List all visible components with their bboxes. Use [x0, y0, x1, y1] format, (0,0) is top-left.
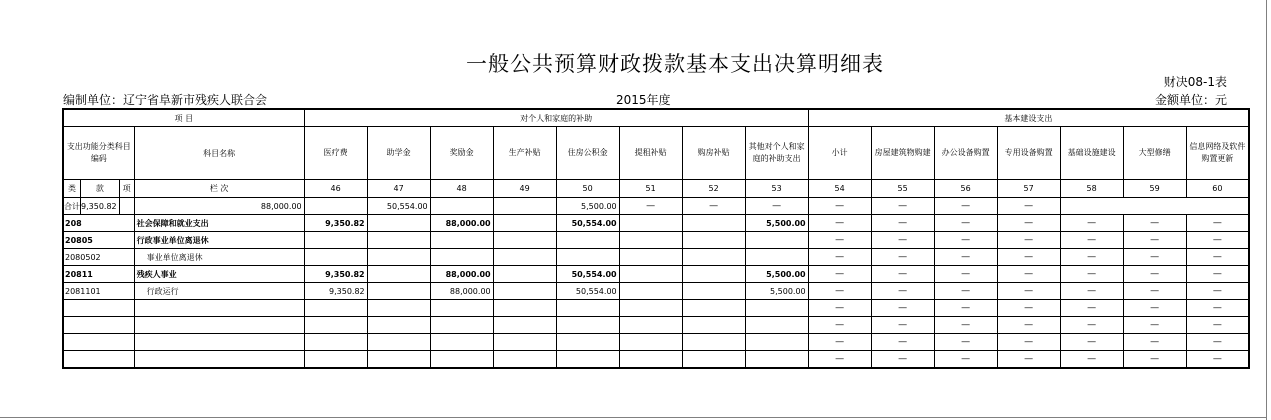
value-cell: — — [1186, 249, 1249, 266]
column-number: 49 — [493, 180, 556, 198]
column-number: 47 — [367, 180, 430, 198]
column-header: 住房公积金 — [556, 127, 619, 180]
value-cell — [556, 317, 619, 334]
value-cell: — — [682, 198, 745, 215]
value-cell: 9,350.82 — [304, 283, 367, 300]
value-cell: — — [1060, 249, 1123, 266]
value-cell: — — [997, 300, 1060, 317]
value-cell: — — [871, 215, 934, 232]
value-cell: — — [808, 334, 871, 351]
value-cell — [619, 300, 682, 317]
value-cell — [745, 249, 808, 266]
amount-unit: 金额单位：元 — [1154, 93, 1227, 107]
row-name: 行政运行 — [134, 283, 304, 300]
column-header: 专用设备购置 — [997, 127, 1060, 180]
value-cell: — — [1123, 283, 1186, 300]
column-number: 55 — [871, 180, 934, 198]
fiscal-year: 2015年度 — [616, 93, 671, 107]
value-cell: — — [1123, 232, 1186, 249]
value-cell — [493, 351, 556, 369]
value-cell — [367, 351, 430, 369]
value-cell — [745, 351, 808, 369]
column-number: 46 — [304, 180, 367, 198]
value-cell — [304, 334, 367, 351]
value-cell: 50,554.00 — [556, 283, 619, 300]
value-cell — [493, 266, 556, 283]
name-label-header: 科目名称 — [134, 127, 304, 180]
value-cell: — — [1123, 266, 1186, 283]
value-cell: — — [934, 334, 997, 351]
value-cell: — — [1186, 317, 1249, 334]
column-header: 奖励金 — [430, 127, 493, 180]
column-header: 大型修缮 — [1123, 127, 1186, 180]
value-cell — [304, 232, 367, 249]
report-title: 一般公共预算财政拨款基本支出决算明细表 — [466, 52, 884, 76]
group-header-personal-subsidy: 对个人和家庭的补助 — [304, 109, 808, 127]
value-cell: — — [997, 232, 1060, 249]
row-name: 合计 — [63, 198, 81, 215]
value-cell — [367, 249, 430, 266]
value-cell: — — [871, 232, 934, 249]
value-cell: — — [934, 215, 997, 232]
table-row — [63, 283, 1249, 300]
column-header: 医疗费 — [304, 127, 367, 180]
value-cell: 50,554.00 — [556, 266, 619, 283]
value-cell: — — [1123, 351, 1186, 369]
value-cell: — — [997, 249, 1060, 266]
value-cell — [367, 232, 430, 249]
value-cell: 9,350.82 — [81, 198, 120, 215]
table-row — [63, 249, 1249, 266]
value-cell: — — [1123, 300, 1186, 317]
value-cell — [430, 334, 493, 351]
row-code — [63, 334, 134, 351]
group-header-capital-construction: 基本建设支出 — [808, 109, 1249, 127]
value-cell: 50,554.00 — [556, 215, 619, 232]
column-header: 信息网络及软件购置更新 — [1186, 127, 1249, 180]
value-cell: — — [1186, 351, 1249, 369]
value-cell: — — [619, 198, 682, 215]
value-cell: — — [934, 249, 997, 266]
value-cell — [556, 232, 619, 249]
value-cell: — — [934, 198, 997, 215]
table-row — [63, 351, 1249, 369]
lei-header: 类 — [63, 180, 81, 198]
value-cell — [682, 266, 745, 283]
value-cell — [745, 232, 808, 249]
column-header: 提租补贴 — [619, 127, 682, 180]
value-cell: — — [997, 283, 1060, 300]
column-number: 50 — [556, 180, 619, 198]
xiang-header: 项 — [119, 180, 134, 198]
value-cell — [493, 317, 556, 334]
value-cell: — — [1060, 351, 1123, 369]
value-cell — [682, 351, 745, 369]
value-cell — [619, 283, 682, 300]
column-number: 60 — [1186, 180, 1249, 198]
value-cell — [619, 215, 682, 232]
value-cell: — — [1060, 215, 1123, 232]
value-cell: — — [808, 351, 871, 369]
value-cell: — — [1060, 266, 1123, 283]
value-cell — [430, 351, 493, 369]
row-name: 行政事业单位离退休 — [134, 232, 304, 249]
code-label-header: 支出功能分类科目编码 — [63, 127, 134, 180]
value-cell — [367, 334, 430, 351]
value-cell: — — [934, 300, 997, 317]
value-cell: 5,500.00 — [556, 198, 619, 215]
value-cell: — — [997, 351, 1060, 369]
column-number: 52 — [682, 180, 745, 198]
value-cell — [493, 283, 556, 300]
value-cell: — — [997, 198, 1060, 215]
value-cell — [367, 317, 430, 334]
value-cell: 50,554.00 — [367, 198, 430, 215]
table-row — [63, 215, 1249, 232]
table-row — [63, 300, 1249, 317]
row-code — [63, 300, 134, 317]
value-cell: — — [871, 198, 934, 215]
table-row — [63, 232, 1249, 249]
value-cell: — — [808, 232, 871, 249]
column-number: 51 — [619, 180, 682, 198]
value-cell — [304, 249, 367, 266]
value-cell — [304, 198, 367, 215]
value-cell: — — [1060, 232, 1123, 249]
column-number: 57 — [997, 180, 1060, 198]
value-cell — [493, 334, 556, 351]
column-header: 办公设备购置 — [934, 127, 997, 180]
table-row — [63, 317, 1249, 334]
value-cell — [493, 232, 556, 249]
row-code: 2080502 — [63, 249, 134, 266]
value-cell: — — [808, 198, 871, 215]
column-number: 54 — [808, 180, 871, 198]
row-code — [63, 351, 134, 369]
value-cell: — — [745, 198, 808, 215]
value-cell: — — [1186, 300, 1249, 317]
value-cell: — — [997, 334, 1060, 351]
value-cell — [493, 215, 556, 232]
value-cell — [304, 351, 367, 369]
column-header: 小计 — [808, 127, 871, 180]
value-cell: — — [1186, 232, 1249, 249]
value-cell — [430, 317, 493, 334]
value-cell: 9,350.82 — [304, 215, 367, 232]
kuan-header: 款 — [81, 180, 120, 198]
row-name: 社会保障和就业支出 — [134, 215, 304, 232]
value-cell: — — [1186, 283, 1249, 300]
value-cell: 88,000.00 — [134, 198, 304, 215]
column-number: 58 — [1060, 180, 1123, 198]
row-code — [63, 317, 134, 334]
value-cell: — — [1123, 317, 1186, 334]
value-cell: 9,350.82 — [304, 266, 367, 283]
value-cell: — — [1060, 317, 1123, 334]
value-cell: — — [997, 215, 1060, 232]
row-name — [134, 351, 304, 369]
value-cell — [430, 300, 493, 317]
value-cell — [430, 249, 493, 266]
value-cell: — — [934, 351, 997, 369]
value-cell: 5,500.00 — [745, 215, 808, 232]
value-cell: — — [808, 215, 871, 232]
value-cell — [493, 300, 556, 317]
value-cell: — — [871, 351, 934, 369]
value-cell — [619, 351, 682, 369]
column-header: 助学金 — [367, 127, 430, 180]
value-cell — [430, 198, 493, 215]
value-cell: — — [997, 266, 1060, 283]
value-cell — [619, 232, 682, 249]
value-cell — [682, 249, 745, 266]
value-cell: — — [871, 266, 934, 283]
value-cell: — — [1060, 300, 1123, 317]
window-bottom-edge — [0, 417, 1266, 418]
value-cell — [682, 232, 745, 249]
value-cell: — — [1186, 215, 1249, 232]
expenditure-table — [62, 108, 1250, 369]
value-cell: — — [1186, 266, 1249, 283]
value-cell — [745, 317, 808, 334]
value-cell — [619, 334, 682, 351]
value-cell — [682, 317, 745, 334]
value-cell: — — [808, 266, 871, 283]
value-cell — [430, 232, 493, 249]
value-cell: 5,500.00 — [745, 266, 808, 283]
column-header: 房屋建筑物购建 — [871, 127, 934, 180]
value-cell — [745, 334, 808, 351]
value-cell: 88,000.00 — [430, 266, 493, 283]
value-cell: — — [934, 317, 997, 334]
form-number: 财决08-1表 — [1163, 75, 1227, 89]
value-cell: — — [808, 249, 871, 266]
value-cell — [619, 266, 682, 283]
value-cell: — — [934, 232, 997, 249]
value-cell — [556, 249, 619, 266]
column-number: 48 — [430, 180, 493, 198]
value-cell — [367, 215, 430, 232]
value-cell: 88,000.00 — [430, 283, 493, 300]
value-cell: 88,000.00 — [430, 215, 493, 232]
row-code: 2081101 — [63, 283, 134, 300]
value-cell: 5,500.00 — [745, 283, 808, 300]
row-name: 事业单位离退休 — [134, 249, 304, 266]
row-code: 208 — [63, 215, 134, 232]
value-cell — [367, 283, 430, 300]
table-row — [63, 334, 1249, 351]
lanci-header: 栏 次 — [134, 180, 304, 198]
value-cell — [304, 300, 367, 317]
value-cell: — — [808, 317, 871, 334]
value-cell: — — [871, 283, 934, 300]
column-number: 59 — [1123, 180, 1186, 198]
value-cell — [682, 300, 745, 317]
column-header: 基础设施建设 — [1060, 127, 1123, 180]
value-cell — [367, 266, 430, 283]
row-name: 残疾人事业 — [134, 266, 304, 283]
value-cell: — — [934, 266, 997, 283]
value-cell — [304, 317, 367, 334]
value-cell: — — [1186, 334, 1249, 351]
row-name — [134, 334, 304, 351]
row-name — [134, 300, 304, 317]
value-cell — [556, 351, 619, 369]
value-cell — [619, 249, 682, 266]
organization-label: 编制单位：辽宁省阜新市残疾人联合会 — [63, 93, 268, 107]
value-cell: — — [808, 283, 871, 300]
column-header: 购房补贴 — [682, 127, 745, 180]
value-cell: — — [1123, 334, 1186, 351]
value-cell — [556, 300, 619, 317]
value-cell: — — [871, 300, 934, 317]
value-cell: — — [1123, 249, 1186, 266]
column-number: 56 — [934, 180, 997, 198]
value-cell — [493, 249, 556, 266]
row-code: 20811 — [63, 266, 134, 283]
value-cell — [493, 198, 556, 215]
value-cell: — — [1123, 215, 1186, 232]
value-cell: — — [934, 283, 997, 300]
value-cell: — — [871, 317, 934, 334]
value-cell — [556, 334, 619, 351]
value-cell: — — [1060, 334, 1123, 351]
value-cell: — — [808, 300, 871, 317]
table-row — [63, 266, 1249, 283]
value-cell — [745, 300, 808, 317]
row-code: 20805 — [63, 232, 134, 249]
row-name — [134, 317, 304, 334]
column-number: 53 — [745, 180, 808, 198]
value-cell: — — [871, 334, 934, 351]
value-cell — [682, 334, 745, 351]
value-cell: — — [997, 317, 1060, 334]
value-cell: — — [871, 249, 934, 266]
table-row — [63, 198, 1249, 215]
item-header: 项 目 — [63, 109, 304, 127]
value-cell — [619, 317, 682, 334]
value-cell — [682, 215, 745, 232]
column-header: 其他对个人和家庭的补助支出 — [745, 127, 808, 180]
value-cell — [367, 300, 430, 317]
value-cell: — — [1060, 283, 1123, 300]
value-cell — [119, 198, 134, 215]
column-header: 生产补贴 — [493, 127, 556, 180]
value-cell — [682, 283, 745, 300]
